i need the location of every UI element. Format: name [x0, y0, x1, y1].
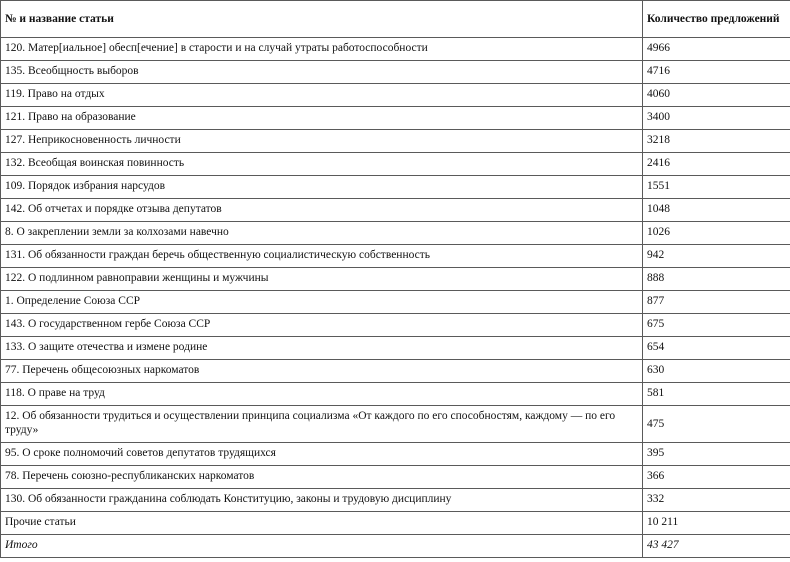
- article-cell: 78. Перечень союзно-республиканских наркоматов: [1, 466, 643, 489]
- table-row: [1, 107, 790, 130]
- table-row: [1, 199, 790, 222]
- count-cell: 877: [643, 291, 790, 314]
- table-row: [1, 512, 790, 535]
- article-cell: 77. Перечень общесоюзных наркоматов: [1, 360, 643, 383]
- count-cell: 395: [643, 443, 790, 466]
- table-row: [1, 360, 790, 383]
- table-row: [1, 176, 790, 199]
- article-cell: 1. Определение Союза ССР: [1, 291, 643, 314]
- count-cell: 942: [643, 245, 790, 268]
- article-cell: 131. Об обязанности граждан беречь общественную социалистическую собственность: [1, 245, 643, 268]
- article-cell: 143. О государственном гербе Союза ССР: [1, 314, 643, 337]
- count-cell: 4966: [643, 38, 790, 61]
- table-row: [1, 61, 790, 84]
- table-row: [1, 245, 790, 268]
- article-cell: 130. Об обязанности гражданина соблюдать Конституцию, законы и трудовую дисциплину: [1, 489, 643, 512]
- article-cell: 127. Неприкосновенность личности: [1, 130, 643, 153]
- count-cell: 4716: [643, 61, 790, 84]
- count-cell: 1551: [643, 176, 790, 199]
- count-cell: 1048: [643, 199, 790, 222]
- article-cell: 109. Порядок избрания нарсудов: [1, 176, 643, 199]
- count-cell: 4060: [643, 84, 790, 107]
- article-cell: 121. Право на образование: [1, 107, 643, 130]
- table-row: [1, 153, 790, 176]
- article-cell: 132. Всеобщая воинская повинность: [1, 153, 643, 176]
- count-cell: 2416: [643, 153, 790, 176]
- table-row: [1, 84, 790, 107]
- table-row: [1, 38, 790, 61]
- count-cell: 10 211: [643, 512, 790, 535]
- table-row: [1, 222, 790, 245]
- table-row: [1, 268, 790, 291]
- count-cell: 475: [643, 406, 790, 443]
- table-row: [1, 383, 790, 406]
- total-label: Итого: [1, 535, 643, 558]
- count-cell: 3400: [643, 107, 790, 130]
- article-cell: 142. Об отчетах и порядке отзыва депутатов: [1, 199, 643, 222]
- count-cell: 581: [643, 383, 790, 406]
- article-cell: 122. О подлинном равноправии женщины и мужчины: [1, 268, 643, 291]
- article-cell: 95. О сроке полномочий советов депутатов трудящихся: [1, 443, 643, 466]
- article-cell: 8. О закреплении земли за колхозами навечно: [1, 222, 643, 245]
- article-cell: Прочие статьи: [1, 512, 643, 535]
- count-cell: 888: [643, 268, 790, 291]
- count-cell: 3218: [643, 130, 790, 153]
- table-row: [1, 130, 790, 153]
- table-row: [1, 443, 790, 466]
- table-row: [1, 291, 790, 314]
- header-article: № и название статьи: [1, 1, 643, 38]
- article-cell: 118. О праве на труд: [1, 383, 643, 406]
- count-cell: 630: [643, 360, 790, 383]
- total-row: [1, 535, 790, 558]
- table-row: [1, 314, 790, 337]
- count-cell: 675: [643, 314, 790, 337]
- article-cell: 120. Матер[иальное] обесп[ечение] в старости и на случай утраты работоспособности: [1, 38, 643, 61]
- article-cell: 119. Право на отдых: [1, 84, 643, 107]
- table-row: [1, 337, 790, 360]
- table-row: [1, 406, 790, 443]
- article-cell: 133. О защите отечества и измене родине: [1, 337, 643, 360]
- table-row: [1, 489, 790, 512]
- article-cell: 12. Об обязанности трудиться и осуществлении принципа социализма «От каждого по его способностям, каждому — по его труду»: [1, 406, 643, 443]
- article-cell: 135. Всеобщность выборов: [1, 61, 643, 84]
- header-row: [1, 1, 790, 38]
- count-cell: 366: [643, 466, 790, 489]
- count-cell: 1026: [643, 222, 790, 245]
- header-count: Количество предложений: [643, 1, 790, 38]
- table-row: [1, 466, 790, 489]
- count-cell: 332: [643, 489, 790, 512]
- count-cell: 654: [643, 337, 790, 360]
- total-count: 43 427: [643, 535, 790, 558]
